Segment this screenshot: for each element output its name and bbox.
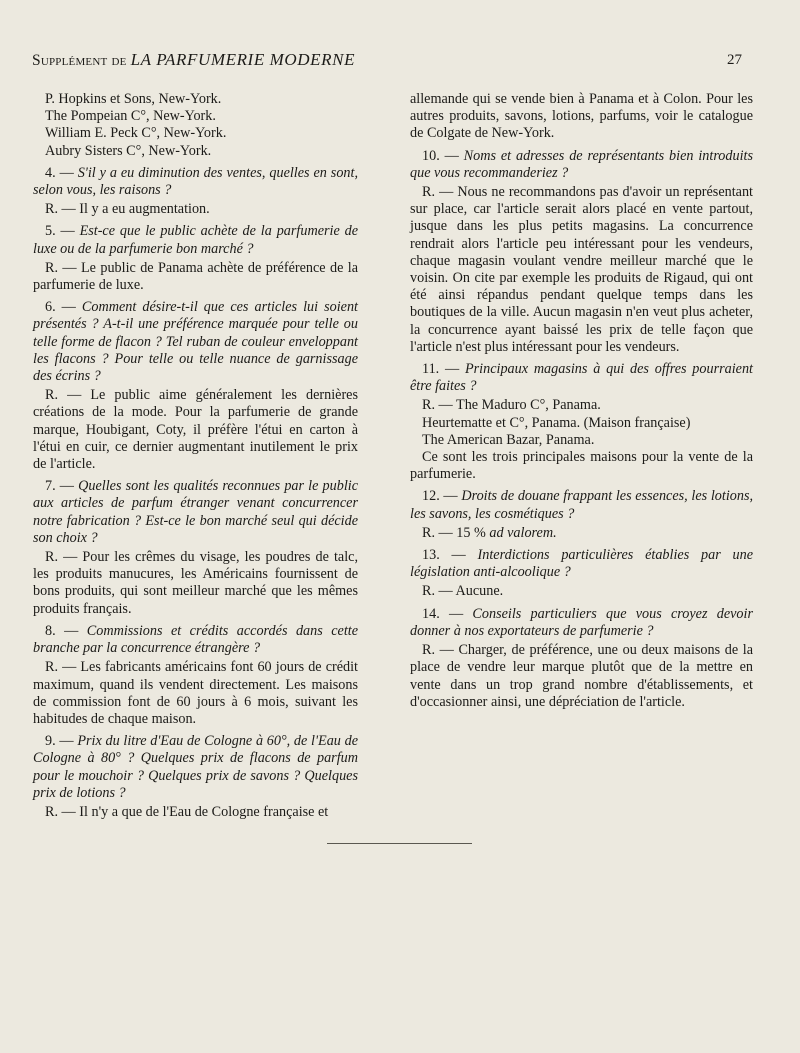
question-number: 6. — — [45, 299, 76, 316]
question-4 — [33, 165, 358, 199]
question-7 — [33, 478, 358, 547]
question-text: Est-ce que le public achète de la parfumerie de luxe ou de la parfumerie bon marché ? — [33, 223, 359, 257]
question-13 — [410, 547, 753, 581]
answer-7: R. — Pour les crêmes du visage, les poudres de talc, les produits manucures, les Américains fournissent de bons produits, qui sont meilleur marché que les mêmes produits français. — [33, 549, 358, 617]
answer-14: R. — Charger, de préférence, une ou deux maisons de la place de vendre leur marque plutôt que de la mettre en vente dans un trop grand nombre d'établissements, et d'occasionner ainsi, une dépréciation de l'article. — [410, 642, 753, 710]
answer-5: R. — Le public de Panama achète de préférence de la parfumerie de luxe. — [33, 259, 358, 294]
answer-8: R. — Les fabricants américains font 60 jours de crédit maximum, quand ils vendent directement. Les maisons de commission font de 60 jours à 6 mois, suivant les habitudes de chaque maison. — [33, 659, 358, 727]
supplement-label: Supplément de — [32, 52, 127, 69]
company-item: William E. Peck C°, New-York. — [45, 125, 227, 142]
question-number: 7. — — [45, 478, 74, 495]
question-number: 14. — — [422, 605, 464, 622]
question-text: Conseils particuliers que vous croyez devoir donner à nos exportateurs de parfumerie ? — [410, 605, 753, 639]
question-10 — [410, 148, 753, 182]
answer-6: R. — Le public aime généralement les dernières créations de la mode. Pour la parfumerie de grande marque, Houbigant, Coty, il préfère l'étui en carton à l'étui en cuir, ce dernier augmentant inutilement le prix de l'article. — [33, 387, 358, 473]
answer-suffix: ad valorem. — [489, 524, 557, 541]
company-item: P. Hopkins et Sons, New-York. — [45, 91, 222, 107]
question-text: Quelles sont les qualités reconnues par le public aux articles de parfum étranger venant concurrencer notre fabrication ? Est-ce le bon marché seul qui décide son choix ? — [33, 478, 359, 546]
answer-11-note: Ce sont les trois principales maisons pour la vente de la parfumerie. — [410, 449, 753, 483]
answer-4: R. — Il y a eu augmentation. — [45, 201, 210, 218]
section-divider — [327, 843, 472, 844]
question-number: 10. — — [422, 147, 459, 164]
question-9 — [33, 733, 358, 802]
answer-9-continued: allemande qui se vende bien à Panama et à Colon. Pour les autres produits, savons, lotions, parfums, voir le catalogue de Colgate de New-York. — [410, 91, 753, 142]
question-5 — [33, 223, 358, 257]
question-8 — [33, 623, 358, 657]
question-6 — [33, 299, 358, 385]
answer-9: R. — Il n'y a que de l'Eau de Cologne française et — [45, 803, 329, 820]
question-12 — [410, 488, 753, 522]
question-number: 11. — — [422, 361, 460, 378]
answer-prefix: R. — 15 % — [422, 524, 486, 541]
question-text: Noms et adresses de représentants bien introduits que vous recommanderiez ? — [410, 147, 753, 181]
question-text: Comment désire-t-il que ces articles lui soient présentés ? A-t-il une préférence marquée pour telle ou telle forme de flacon ? Tel ruban de couleur enveloppant les flacons ? Pour telle ou telle nuance de garnissage des écrins ? — [33, 299, 359, 385]
running-header — [32, 50, 742, 72]
question-text: Droits de douane frappant les essences, les lotions, les savons, les cosmétiques ? — [410, 488, 754, 522]
answer-13: R. — Aucune. — [422, 583, 504, 600]
journal-title: LA PARFUMERIE MODERNE — [130, 50, 356, 69]
question-number: 13. — — [422, 547, 466, 564]
answer-10: R. — Nous ne recommandons pas d'avoir un représentant sur place, car l'article serait alors placé en vente partout, jusque dans les plus petits magasins. La concurrence rendrait alors l'article peu intéressant pour les vendeurs, chaque magasin voulant vendre meilleur marché que le voisin. On cite par exemple les produits de Rigaud, qui ont été ainsi répandus pendant quelque temps dans les boutiques de la ville. Aucun magasin n'en veut plus acheter, la concurrence ayant baissé les prix de telle façon que l'article n'est plus intéressant pour les vendeurs. — [410, 184, 753, 355]
company-item: Aubry Sisters C°, New-York. — [45, 142, 212, 159]
question-number: 9. — — [45, 733, 74, 750]
question-number: 12. — — [422, 488, 458, 505]
running-title — [32, 50, 355, 70]
answer-12 — [410, 525, 753, 542]
shop-item: Heurtematte et C°, Panama. (Maison française) — [422, 414, 691, 431]
question-14 — [410, 606, 753, 640]
question-text: Interdictions particulières établies par une législation anti-alcoolique ? — [410, 547, 754, 581]
question-text: Prix du litre d'Eau de Cologne à 60°, de l'Eau de Cologne à 80° ? Quelques prix de flacons de parfum pour le mouchoir ? Quelques prix de savons ? Quelques prix de lotions ? — [33, 733, 359, 801]
question-number: 4. — — [45, 164, 74, 181]
right-column — [410, 91, 753, 713]
question-number: 8. — — [45, 622, 79, 639]
company-item: The Pompeian C°, New-York. — [45, 108, 216, 125]
question-number: 5. — — [45, 223, 75, 240]
question-text: Commissions et crédits accordés dans cette branche par la concurrence étrangère ? — [33, 622, 358, 657]
page-number: 27 — [727, 52, 742, 68]
left-column — [33, 91, 358, 823]
shop-item: R. — The Maduro C°, Panama. — [422, 397, 601, 414]
question-11 — [410, 361, 753, 395]
question-text: S'il y a eu diminution des ventes, quelles en sont, selon vous, les raisons ? — [33, 164, 359, 199]
shop-item: The American Bazar, Panama. — [422, 431, 595, 448]
question-text: Principaux magasins à qui des offres pourraient être faites ? — [410, 361, 753, 395]
